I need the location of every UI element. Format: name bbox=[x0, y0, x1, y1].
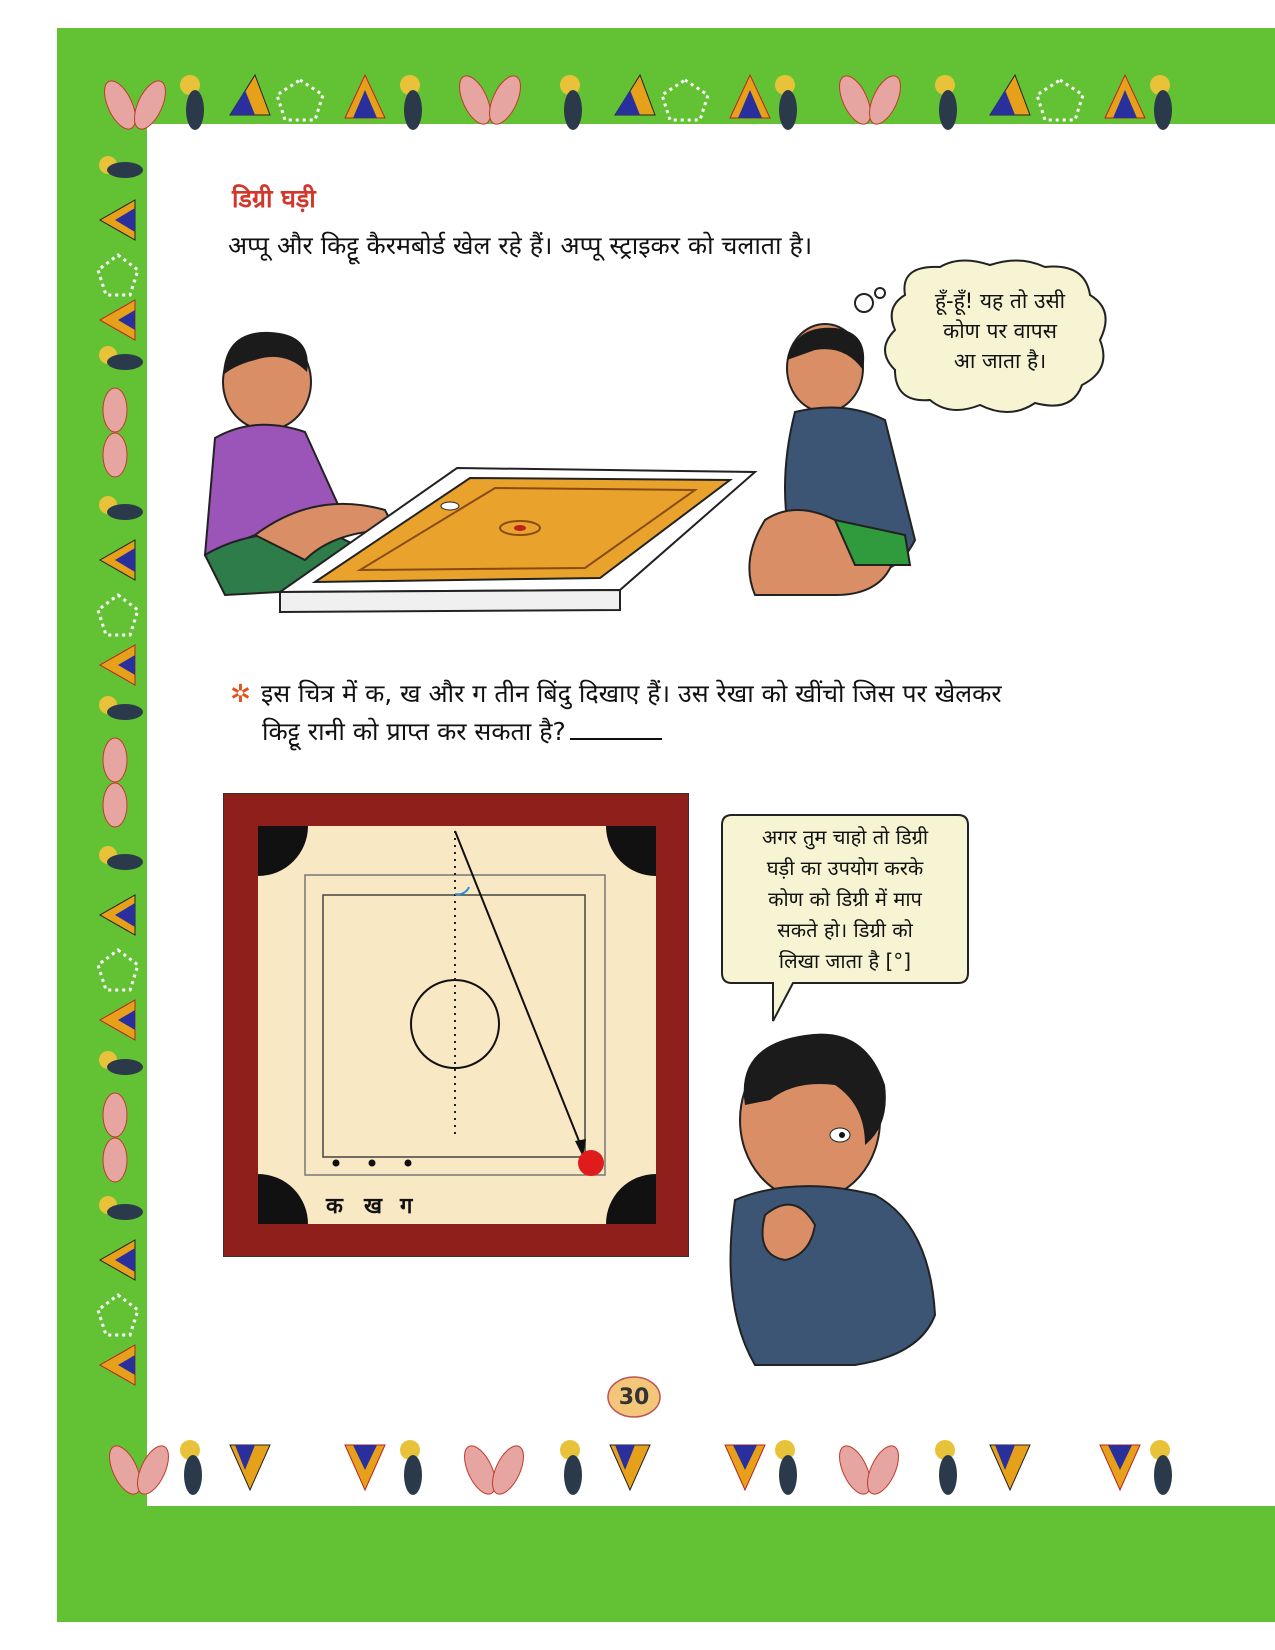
triangle-icon bbox=[730, 75, 770, 118]
bird-icon bbox=[775, 75, 797, 130]
bird-icon bbox=[99, 496, 143, 520]
question-line-1: इस चित्र में क, ख और ग तीन बिंदु दिखाए हैं। उस रेखा को खींचो जिस पर खेलकर bbox=[260, 679, 1002, 708]
triangle-icon bbox=[1100, 1445, 1140, 1490]
leaf-icon bbox=[833, 71, 907, 128]
triangle-icon bbox=[610, 1445, 650, 1490]
point-label-ka: क bbox=[326, 1194, 343, 1219]
pentagon-icon bbox=[98, 595, 138, 635]
triangle-icon bbox=[100, 300, 135, 340]
bird-icon bbox=[935, 1440, 957, 1495]
triangle-icon bbox=[615, 75, 655, 115]
answer-blank[interactable] bbox=[570, 718, 662, 740]
triangle-icon bbox=[345, 1445, 385, 1490]
speech-line-1: अगर तुम चाहो तो डिग्री bbox=[761, 825, 929, 849]
bird-icon bbox=[935, 75, 957, 130]
carrom-board-diagram bbox=[223, 793, 689, 1257]
bird-icon bbox=[400, 1440, 422, 1495]
triangle-icon bbox=[100, 1240, 135, 1280]
pentagon-icon bbox=[1037, 80, 1083, 120]
triangle-icon bbox=[100, 645, 135, 685]
leaf-icon bbox=[103, 738, 127, 827]
bird-icon bbox=[560, 75, 582, 130]
pentagon-icon bbox=[662, 80, 708, 120]
leaf-icon bbox=[103, 388, 127, 477]
bird-icon bbox=[99, 156, 143, 178]
triangle-icon bbox=[230, 75, 270, 115]
triangle-icon bbox=[100, 895, 135, 935]
leaf-icon bbox=[453, 71, 527, 128]
point-label-ga: ग bbox=[400, 1194, 413, 1219]
leaf-icon bbox=[458, 1441, 530, 1498]
intro-text: अप्पू और किट्टू कैरमबोर्ड खेल रहे हैं। अप्पू स्ट्राइकर को चलाता है। bbox=[228, 231, 813, 260]
thinking-boy-illustration bbox=[715, 1025, 945, 1370]
triangle-icon bbox=[725, 1445, 765, 1490]
top-decoration-strip bbox=[95, 60, 1235, 140]
triangle-icon bbox=[990, 1445, 1030, 1490]
leaf-icon bbox=[103, 1441, 175, 1498]
left-decoration-strip bbox=[90, 140, 150, 1430]
speech-line-5: लिखा जाता है [°] bbox=[778, 949, 912, 973]
speech-bubble-text bbox=[724, 822, 966, 977]
pentagon-icon bbox=[98, 255, 138, 295]
page-number: 30 bbox=[618, 1385, 650, 1410]
bird-icon bbox=[99, 696, 143, 720]
triangle-icon bbox=[1105, 75, 1145, 118]
question-text bbox=[230, 675, 1110, 751]
point-ka bbox=[333, 1160, 340, 1167]
pentagon-icon bbox=[662, 1450, 708, 1490]
queen-coin bbox=[578, 1150, 604, 1176]
thought-line-2: कोण पर वापस bbox=[943, 319, 1057, 343]
leaf-icon bbox=[833, 1441, 905, 1498]
bird-icon bbox=[99, 1051, 143, 1075]
pentagon-icon bbox=[98, 1295, 138, 1335]
bird-icon bbox=[99, 1196, 143, 1220]
triangle-icon bbox=[230, 1445, 270, 1490]
point-kha bbox=[369, 1160, 376, 1167]
point-label-kha: ख bbox=[364, 1194, 382, 1219]
section-heading: डिग्री घड़ी bbox=[232, 184, 316, 213]
bird-icon bbox=[560, 1440, 582, 1495]
triangle-icon bbox=[100, 1000, 135, 1040]
pentagon-icon bbox=[1037, 1450, 1083, 1490]
bird-icon bbox=[1150, 1440, 1172, 1495]
thought-line-1: हूँ-हूँ! यह तो उसी bbox=[934, 289, 1066, 313]
triangle-icon bbox=[990, 75, 1030, 115]
triangle-icon bbox=[100, 1345, 135, 1385]
bird-icon bbox=[180, 1440, 202, 1495]
point-ga bbox=[405, 1160, 412, 1167]
carrom-game-illustration bbox=[195, 320, 925, 620]
bird-icon bbox=[775, 1440, 797, 1495]
pentagon-icon bbox=[282, 1450, 328, 1490]
thought-line-3: आ जाता है। bbox=[953, 349, 1047, 373]
triangle-icon bbox=[100, 540, 135, 580]
bird-icon bbox=[180, 75, 204, 130]
speech-line-2: घड़ी का उपयोग करके bbox=[766, 856, 924, 880]
carrom-board-perspective bbox=[280, 468, 755, 612]
speech-line-3: कोण को डिग्री में माप bbox=[768, 887, 922, 911]
pentagon-icon bbox=[277, 80, 323, 120]
leaf-icon bbox=[103, 1093, 127, 1182]
leaf-icon bbox=[98, 76, 172, 133]
bottom-decoration-strip bbox=[95, 1425, 1235, 1510]
bullet-icon: ✲ bbox=[230, 679, 251, 708]
speech-line-4: सकते हो। डिग्री को bbox=[777, 918, 913, 942]
question-line-2: किट्टू रानी को प्राप्त कर सकता है? bbox=[262, 717, 566, 746]
triangle-icon bbox=[345, 75, 385, 118]
bird-icon bbox=[99, 846, 143, 870]
bird-icon bbox=[400, 75, 422, 130]
pentagon-icon bbox=[98, 950, 138, 990]
bird-icon bbox=[99, 346, 143, 370]
triangle-icon bbox=[100, 200, 135, 240]
bird-icon bbox=[1150, 75, 1172, 130]
thought-bubble-text bbox=[905, 286, 1095, 376]
